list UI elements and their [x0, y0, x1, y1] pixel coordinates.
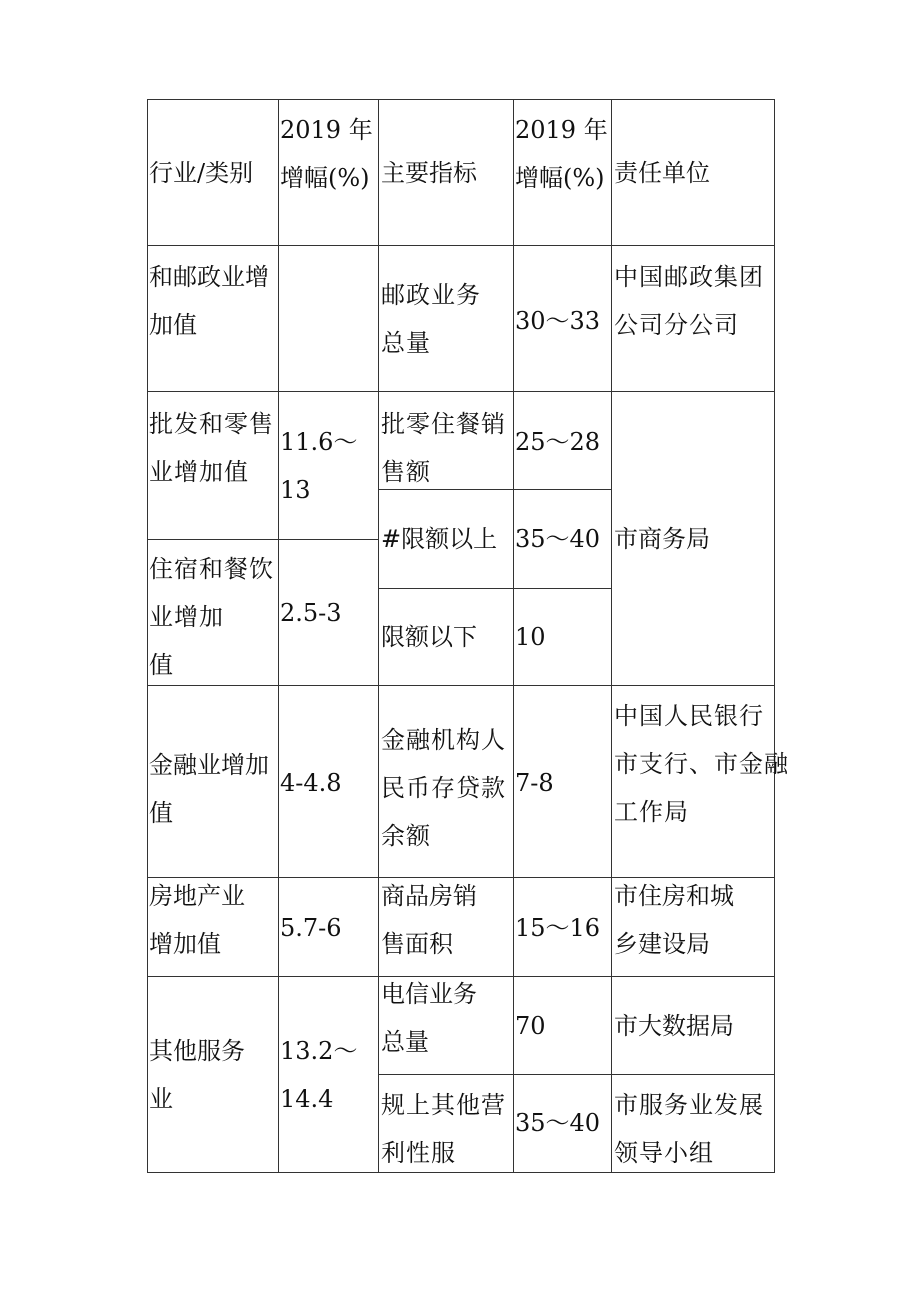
- grid-line: [147, 539, 378, 540]
- commerce-bureau-unit: 市商务局: [614, 525, 710, 553]
- header-industry: 行业/类别: [149, 159, 254, 187]
- grid-line: [378, 1074, 775, 1075]
- header-unit: 责任单位: [614, 159, 710, 187]
- grid-line: [774, 99, 775, 1173]
- grid-line: [378, 588, 611, 589]
- real-estate-indicator: 商品房销 售面积: [381, 882, 477, 958]
- below-quota-indicator: 限额以下: [381, 623, 477, 651]
- real-estate-growth-2: 15～16: [515, 914, 601, 942]
- accommodation-growth-1: 2.5-3: [280, 599, 342, 627]
- real-estate-industry: 房地产业 增加值: [149, 882, 245, 958]
- wholesale-indicator: 批零住餐销 售额: [381, 410, 506, 486]
- profit-services-unit: 市服务业发展 领导小组: [614, 1091, 764, 1167]
- finance-growth-1: 4-4.8: [280, 769, 342, 797]
- wholesale-industry: 批发和零售 业增加值: [149, 410, 274, 486]
- finance-unit: 中国人民银行 市支行、市金融 工作局: [614, 702, 789, 826]
- finance-growth-2: 7-8: [515, 769, 554, 797]
- telecom-unit: 市大数据局: [614, 1012, 734, 1040]
- header-indicator: 主要指标: [381, 159, 477, 187]
- above-quota-indicator: #限额以上: [381, 525, 498, 553]
- profit-services-growth-2: 35～40: [515, 1109, 601, 1137]
- grid-line: [513, 99, 514, 1173]
- telecom-indicator: 电信业务 总量: [381, 980, 477, 1056]
- grid-line: [611, 99, 612, 1173]
- grid-line: [147, 245, 775, 246]
- postal-growth-2: 30～33: [515, 307, 601, 335]
- postal-industry: 和邮政业增 加值: [149, 263, 269, 339]
- real-estate-growth-1: 5.7-6: [280, 914, 342, 942]
- finance-indicator: 金融机构人 民币存贷款 余额: [381, 726, 506, 850]
- header-growth-2: 2019 年 增幅(%): [515, 116, 608, 192]
- other-services-growth-1: 13.2～ 14.4: [280, 1037, 358, 1113]
- grid-line: [378, 99, 379, 1173]
- grid-line: [147, 391, 775, 392]
- postal-unit: 中国邮政集团 公司分公司: [614, 263, 764, 339]
- postal-indicator: 邮政业务 总量: [381, 281, 481, 357]
- other-services-industry: 其他服务 业: [149, 1037, 245, 1113]
- grid-line: [147, 99, 775, 100]
- grid-line: [278, 99, 279, 1173]
- above-quota-growth-2: 35～40: [515, 525, 601, 553]
- telecom-growth-2: 70: [515, 1012, 546, 1040]
- accommodation-industry: 住宿和餐饮 业增加 值: [149, 555, 274, 679]
- wholesale-growth-1: 11.6～ 13: [280, 428, 358, 504]
- grid-line: [147, 99, 148, 1173]
- header-growth-1: 2019 年 增幅(%): [280, 116, 373, 192]
- real-estate-unit: 市住房和城 乡建设局: [614, 882, 734, 958]
- profit-services-indicator: 规上其他营 利性服: [381, 1091, 506, 1167]
- finance-industry: 金融业增加 值: [149, 751, 269, 827]
- wholesale-growth-2: 25～28: [515, 428, 601, 456]
- below-quota-growth-2: 10: [515, 623, 546, 651]
